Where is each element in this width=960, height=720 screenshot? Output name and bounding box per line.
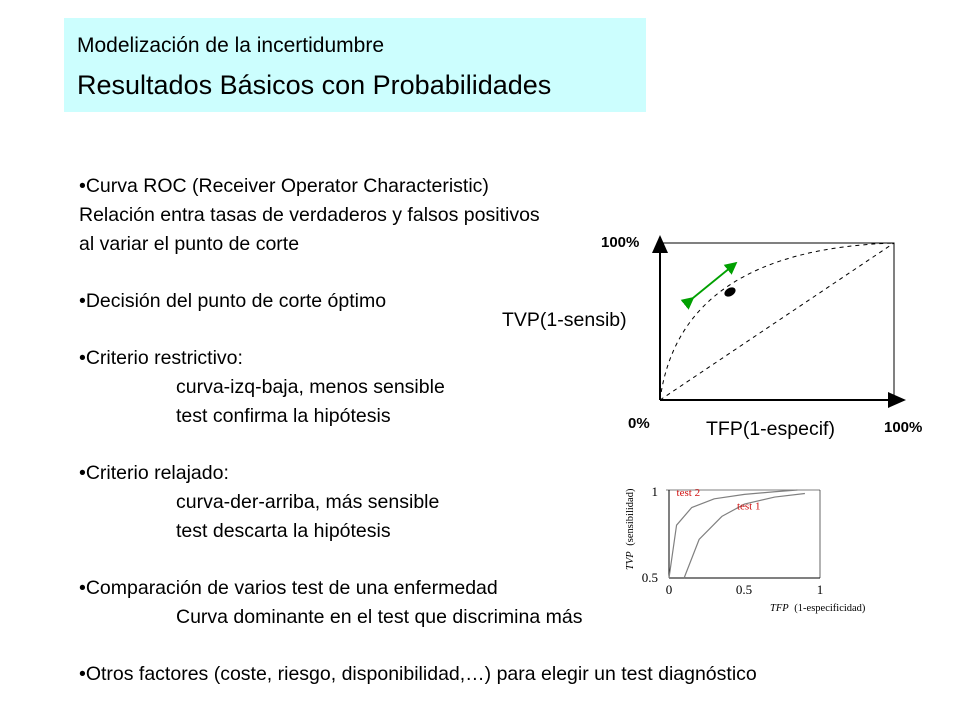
compare-item-1: Curva dominante en el test que discrimina más bbox=[176, 606, 583, 628]
series-label-test-2: test 2 bbox=[676, 487, 701, 500]
cut-decision: •Decisión del punto de corte óptimo bbox=[79, 290, 387, 312]
y-axis-label: TVP(1-sensib) bbox=[498, 307, 631, 334]
y-axis-max-label: 100% bbox=[601, 234, 640, 251]
roc-diagram bbox=[600, 225, 940, 450]
other-factors: •Otros factores (coste, riesgo, disponibilidad,…) para elegir un test diagnóstico bbox=[79, 663, 757, 685]
chart-x-label: TFP (1-especificidad) bbox=[770, 603, 866, 614]
compare-heading: •Comparación de varios test de una enfermedad bbox=[79, 577, 498, 599]
title-banner bbox=[64, 18, 646, 112]
roc-heading: •Curva ROC (Receiver Operator Characteristic) bbox=[79, 175, 489, 197]
cut-point-marker bbox=[723, 286, 737, 299]
origin-label: 0% bbox=[628, 415, 650, 432]
slide-subtitle: Modelización de la incertidumbre bbox=[77, 34, 384, 57]
restrictive-item-1: curva-izq-baja, menos sensible bbox=[176, 376, 445, 398]
slide-title: Resultados Básicos con Probabilidades bbox=[77, 70, 552, 100]
roc-description-2: al variar el punto de corte bbox=[79, 233, 300, 255]
x-axis-max-label: 100% bbox=[884, 419, 923, 436]
x-tick-0: 0 bbox=[665, 582, 673, 597]
y-tick-0.5: 0.5 bbox=[641, 570, 658, 585]
restrictive-item-2: test confirma la hipótesis bbox=[176, 405, 391, 427]
x-axis-label: TFP(1-especif) bbox=[706, 418, 835, 440]
chart-y-label: TVP (sensibilidad) bbox=[625, 488, 636, 570]
relaxed-heading: •Criterio relajado: bbox=[79, 462, 229, 484]
series-line-test-2 bbox=[669, 490, 797, 578]
restrictive-heading: •Criterio restrictivo: bbox=[79, 347, 243, 369]
roc-description-1: Relación entra tasas de verdaderos y falsos positivos bbox=[79, 204, 540, 226]
x-tick-1: 1 bbox=[816, 582, 824, 597]
x-tick-0.5: 0.5 bbox=[735, 582, 753, 597]
chance-diagonal bbox=[660, 243, 894, 400]
test-comparison-chart bbox=[620, 470, 920, 620]
relaxed-item-1: curva-der-arriba, más sensible bbox=[176, 491, 440, 513]
relaxed-item-2: test descarta la hipótesis bbox=[176, 520, 391, 542]
y-tick-1: 1 bbox=[651, 484, 658, 499]
series-label-test-1: test 1 bbox=[736, 500, 761, 513]
